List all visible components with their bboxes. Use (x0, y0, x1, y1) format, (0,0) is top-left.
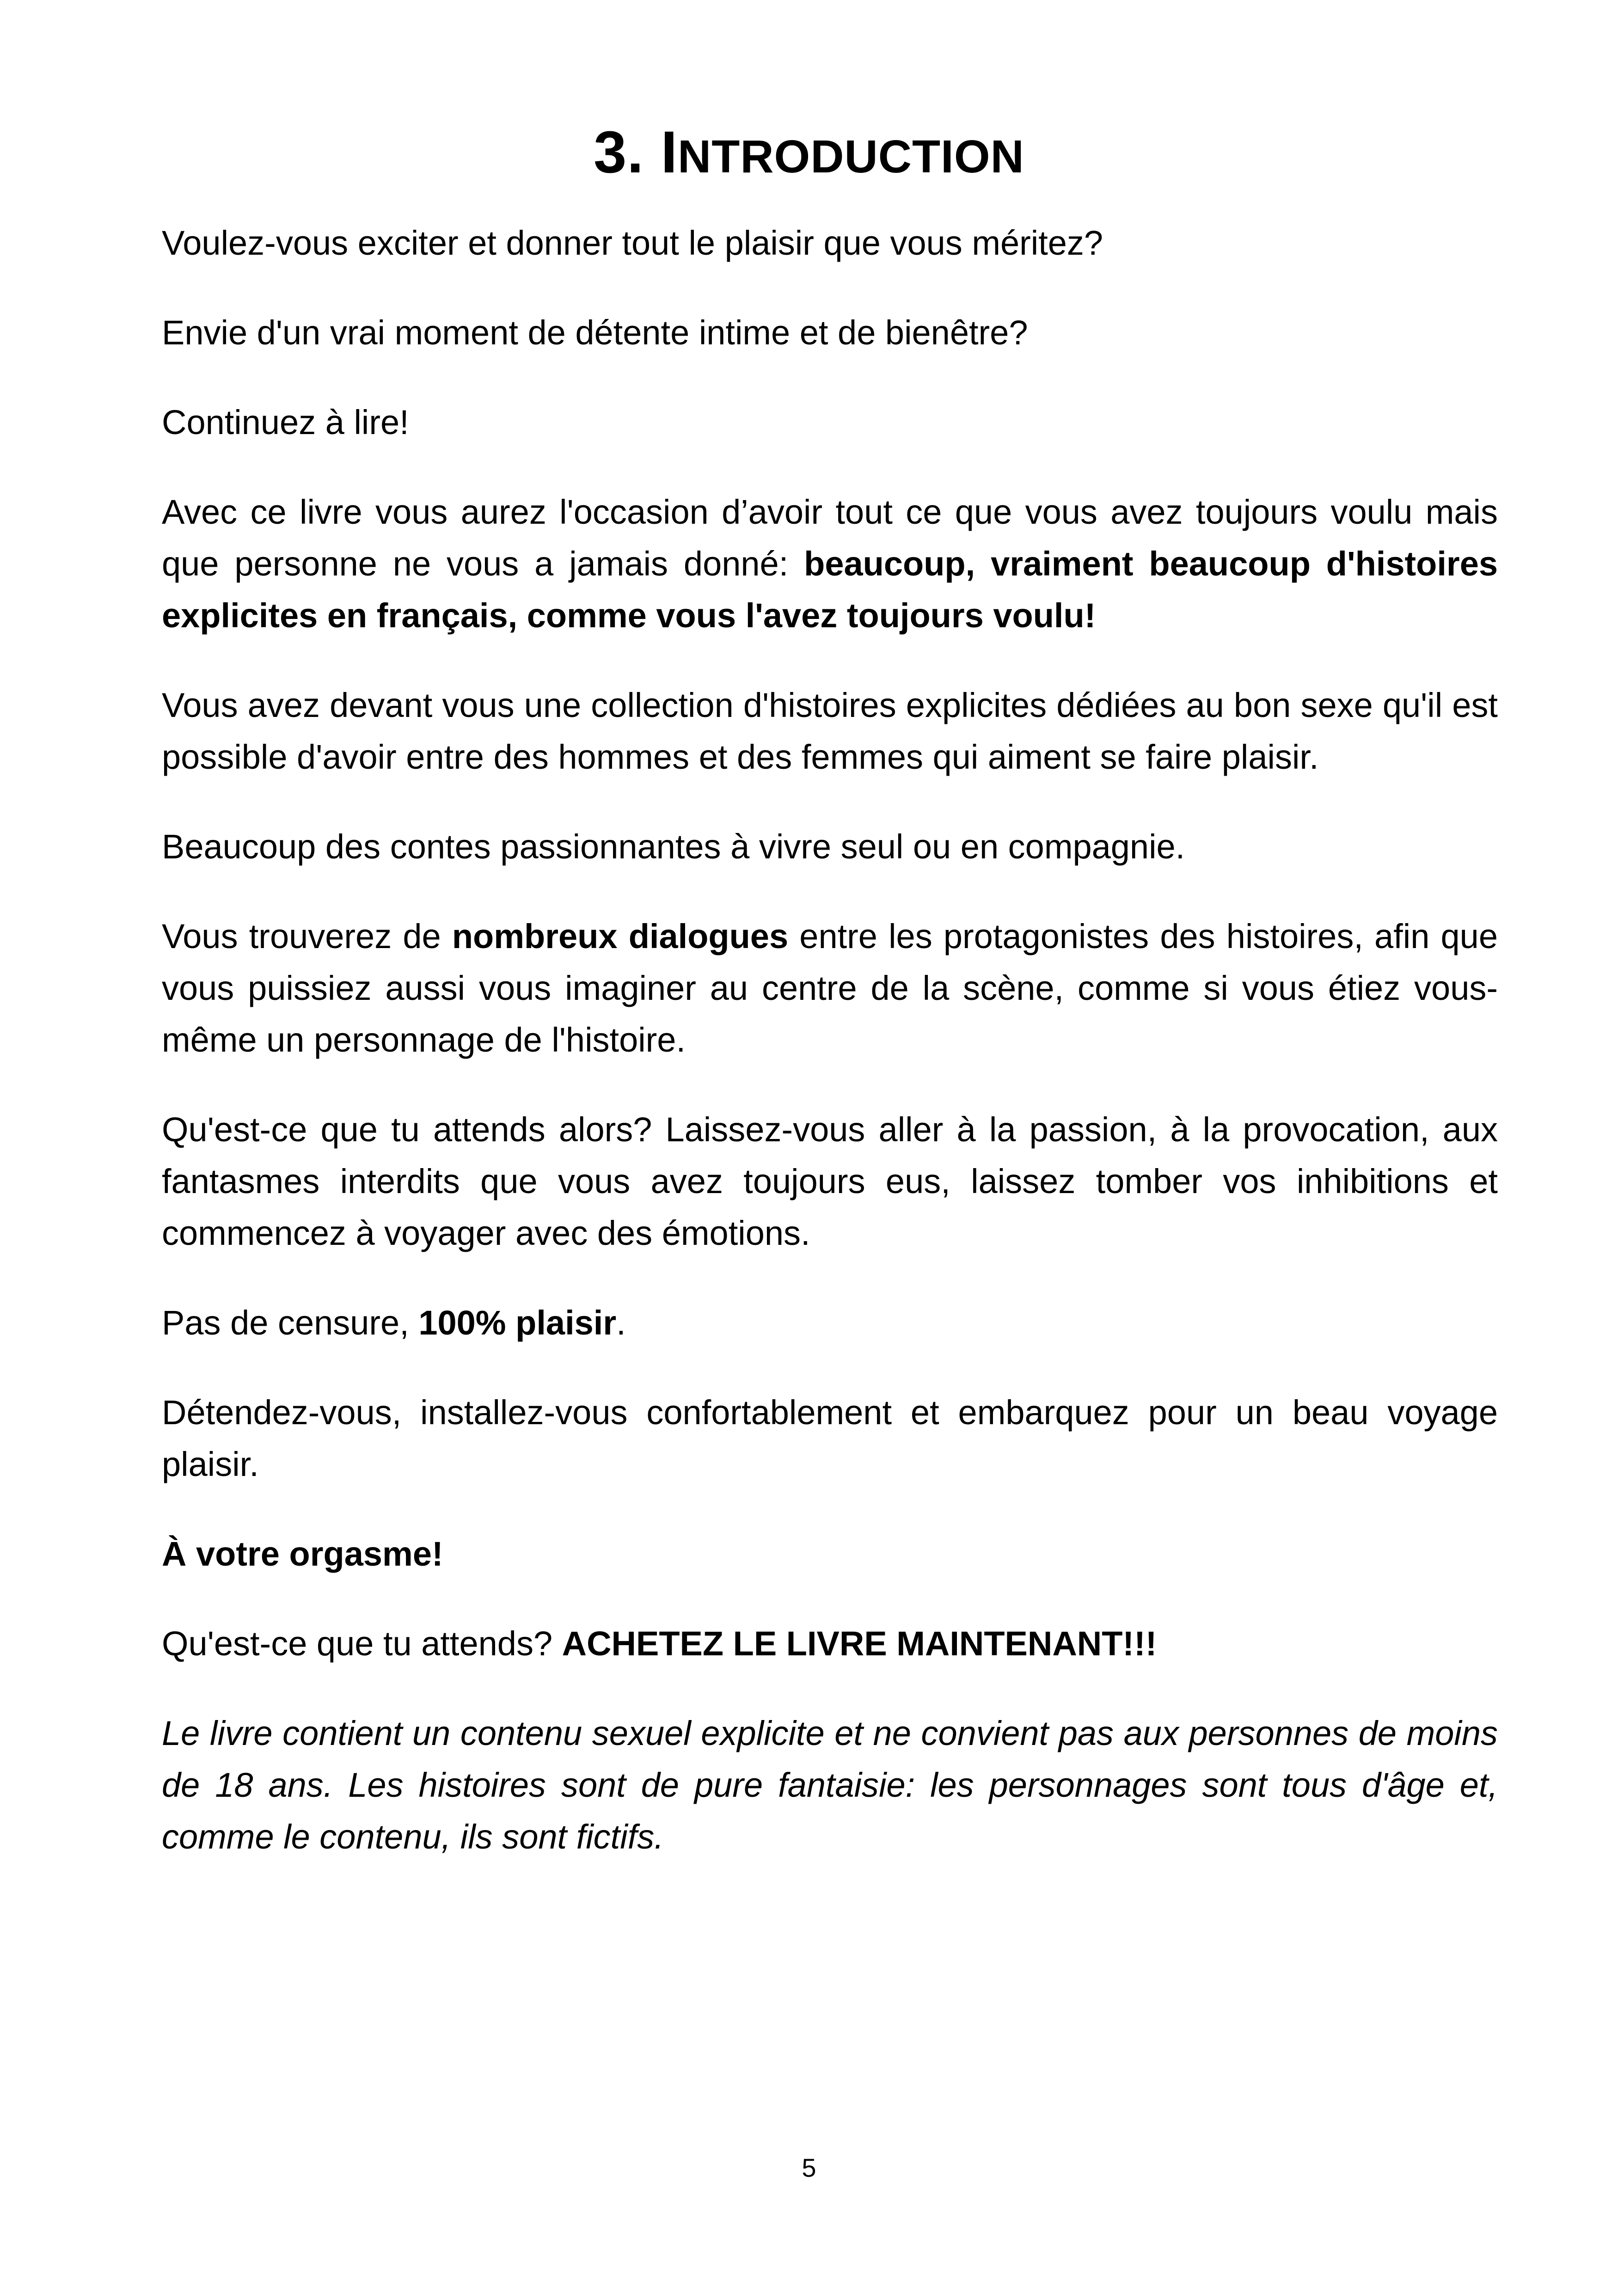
chapter-title-rest: NTRODUCTION (678, 131, 1024, 183)
paragraph-4-emphasis: beaucoup, vraiment beaucoup d'histoires explicites en français, comme vous l'avez toujours voulu! (162, 545, 1498, 635)
chapter-number: 3. (594, 119, 661, 185)
paragraph-12-before: Qu'est-ce que tu attends? (162, 1624, 562, 1663)
page-number: 5 (802, 2153, 816, 2182)
body-text (162, 217, 1498, 1901)
paragraph-2: Envie d'un vrai moment de détente intime et de bienêtre? (162, 313, 1028, 352)
paragraph-8: Qu'est-ce que tu attends alors? Laissez-vous aller à la passion, à la provocation, aux fantasmes interdits que vous avez toujours eus, laissez tomber vos inhibitions et commencez à voyager avec des émotions. (162, 1110, 1498, 1252)
disclaimer-paragraph: Le livre contient un contenu sexuel explicite et ne convient pas aux personnes de moins de 18 ans. Les histoires sont de pure fantaisie: les personnages sont tous d'âge et, comme le contenu, ils sont fictifs. (162, 1714, 1498, 1856)
paragraph-1: Voulez-vous exciter et donner tout le plaisir que vous méritez? (162, 224, 1103, 262)
paragraph-11-emphasis: À votre orgasme! (162, 1535, 443, 1573)
paragraph-7-after: entre les protagonistes des histoires, afin que vous puissiez aussi vous imaginer au centre de la scène, comme si vous étiez vous-même un personnage de l'histoire. (162, 917, 1498, 1059)
paragraph-7-before: Vous trouverez de (162, 917, 452, 955)
paragraph-7-emphasis: nombreux dialogues (452, 917, 789, 955)
paragraph-4-text: Avec ce livre vous aurez l'occasion d’avoir tout ce que vous avez toujours voulu mais que personne ne vous a jamais donné: (162, 493, 1498, 583)
paragraph-9-emphasis: 100% plaisir (418, 1304, 617, 1342)
paragraph-5: Vous avez devant vous une collection d'histoires explicites dédiées au bon sexe qu'il est possible d'avoir entre des hommes et des femmes qui aiment se faire plaisir. (162, 686, 1498, 776)
paragraph-10: Détendez-vous, installez-vous confortablement et embarquez pour un beau voyage plaisir. (162, 1393, 1498, 1483)
paragraph-12 (162, 1618, 1498, 1670)
paragraph-9 (162, 1297, 1498, 1349)
paragraph-11 (162, 1528, 1498, 1580)
paragraph-12-emphasis: ACHETEZ LE LIVRE MAINTENANT!!! (562, 1624, 1157, 1663)
paragraph-9-after: . (616, 1304, 626, 1342)
chapter-heading (0, 116, 1618, 194)
paragraph-9-before: Pas de censure, (162, 1304, 419, 1342)
paragraph-7 (162, 911, 1498, 1066)
paragraph-4 (162, 486, 1498, 642)
paragraph-3: Continuez à lire! (162, 403, 409, 441)
paragraph-6: Beaucoup des contes passionnantes à vivre seul ou en compagnie. (162, 827, 1185, 866)
chapter-initial: I (661, 119, 678, 185)
